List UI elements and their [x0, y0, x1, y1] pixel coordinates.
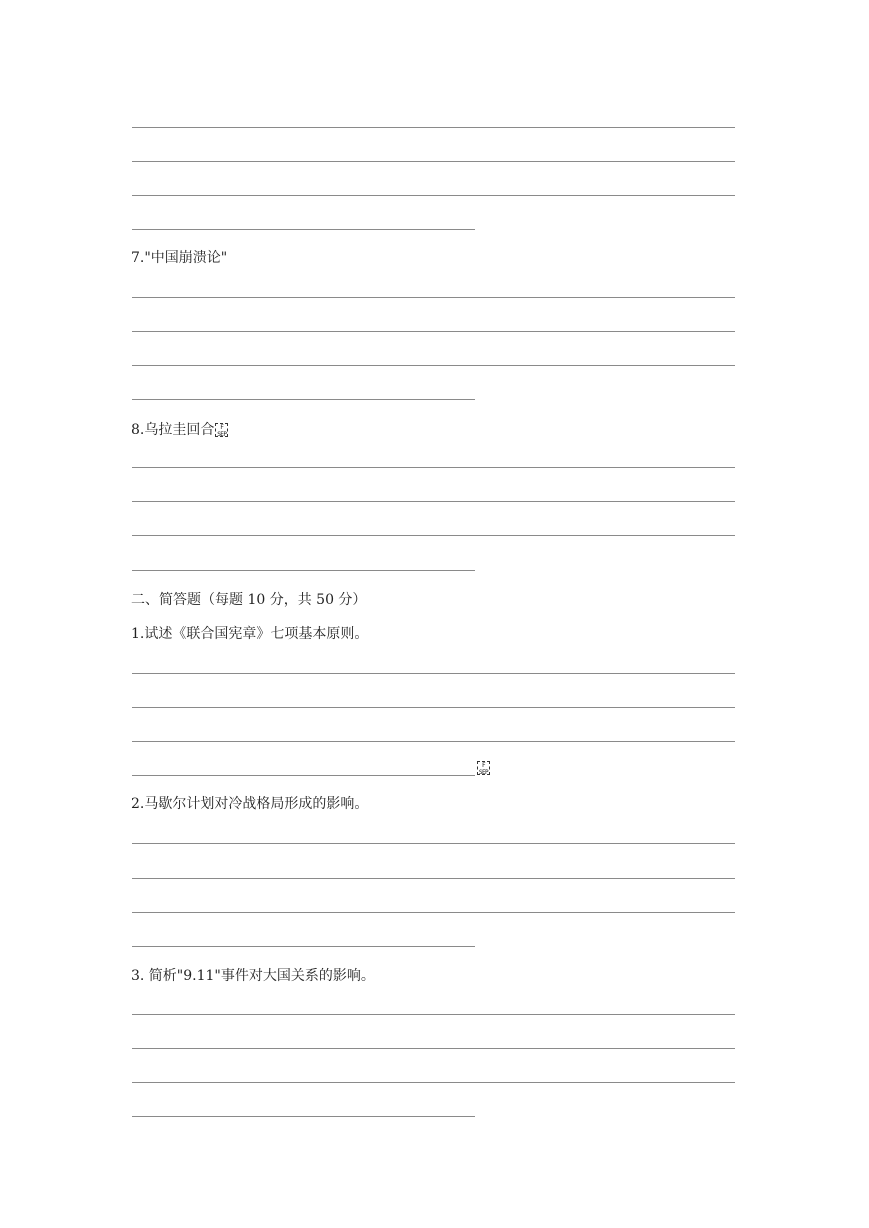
answer-line [132, 501, 735, 502]
answer-line [132, 1116, 475, 1117]
answer-line [132, 399, 475, 400]
answer-line [132, 673, 735, 674]
answer-line [132, 161, 735, 162]
answer-line [132, 878, 735, 879]
answer-line [132, 912, 735, 913]
answer-line [132, 1014, 735, 1015]
answer-line [132, 127, 735, 128]
question-8-text: 8.乌拉圭回合 [131, 422, 215, 438]
answer-line [132, 467, 735, 468]
answer-line [132, 331, 735, 332]
answer-line [132, 297, 735, 298]
answer-line [132, 1048, 735, 1049]
answer-line [132, 570, 475, 571]
sep-glyph-icon: F SEP [478, 762, 489, 776]
short-answer-question-1: 1.试述《联合国宪章》七项基本原则。 [131, 626, 369, 642]
short-answer-question-2: 2.马歇尔计划对冷战格局形成的影响。 [131, 796, 369, 812]
short-answer-question-3: 3. 简析"9.11"事件对大国关系的影响。 [131, 968, 375, 984]
answer-line [132, 229, 475, 230]
answer-line [132, 843, 735, 844]
answer-line [132, 707, 735, 708]
question-7: 7."中国崩溃论" [131, 250, 228, 266]
answer-line [132, 1082, 735, 1083]
answer-line [132, 535, 735, 536]
answer-line [132, 195, 735, 196]
answer-line [132, 775, 475, 776]
answer-line [132, 365, 735, 366]
answer-line [132, 741, 735, 742]
question-8 [131, 421, 228, 439]
answer-line [132, 946, 475, 947]
sep-glyph-icon: F SEP [217, 424, 227, 438]
section-2-header: 二、简答题（每题 10 分，共 50 分） [131, 592, 367, 608]
